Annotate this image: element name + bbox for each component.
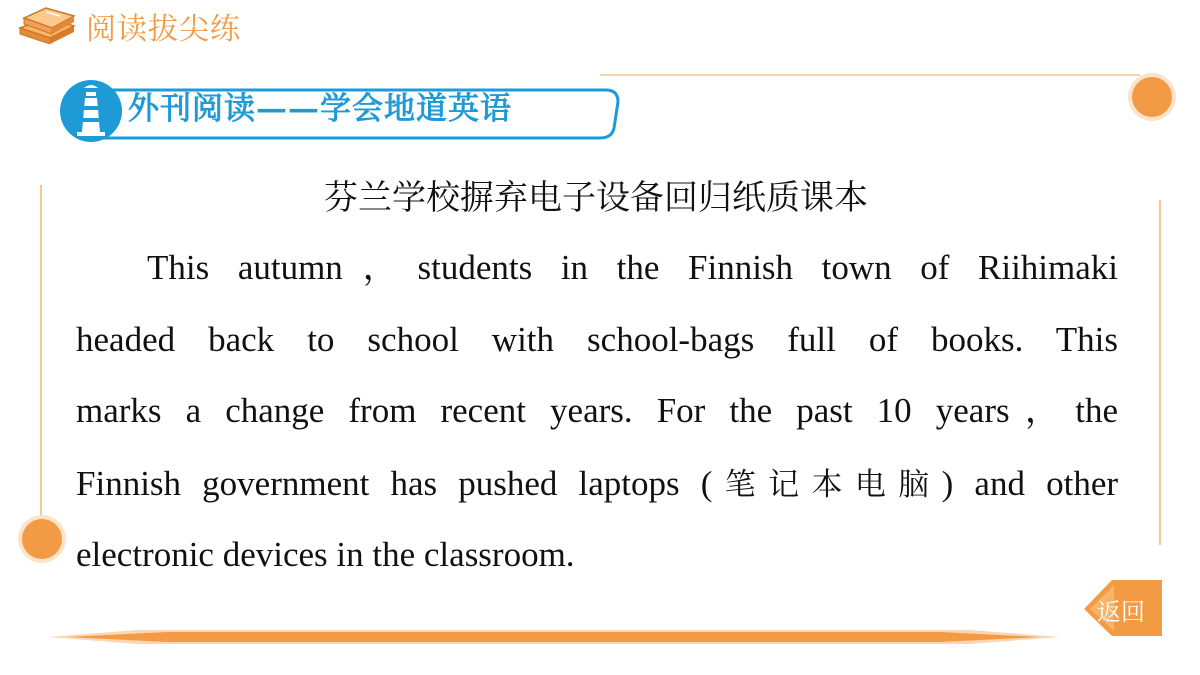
frame-line-left [40, 185, 42, 515]
page-header [16, 4, 241, 48]
book-stack-icon [16, 4, 78, 48]
back-button-label: 返回 [1097, 598, 1145, 626]
article-title: 芬兰学校摒弃电子设备回归纸质课本 [324, 178, 868, 218]
article-line-3: marks a change from recent years. For the past 10 years，the [76, 391, 1118, 430]
article-line-4-end: ) and other [941, 464, 1119, 503]
frame-line-top [600, 74, 1140, 76]
article-line-4 [76, 462, 1118, 507]
decorative-circle-left [22, 519, 62, 559]
frame-line-right [1159, 200, 1161, 545]
article-line-4-chinese: 笔记本电脑 [712, 467, 942, 503]
article-line-2: headed back to school with school-bags full of books. This [76, 320, 1118, 359]
bottom-decoration-bar [48, 628, 1060, 646]
article-line-1: This autumn，students in the Finnish town of Riihimaki [147, 248, 1118, 287]
article-line-4-start: Finnish government has pushed laptops ( [76, 464, 713, 503]
back-button[interactable] [1082, 578, 1164, 636]
section-banner-text: 外刊阅读——学会地道英语 [128, 91, 512, 127]
article-line-5: electronic devices in the classroom. [76, 535, 575, 574]
header-title: 阅读拔尖练 [86, 12, 241, 47]
lighthouse-icon [67, 82, 115, 144]
decorative-circle-top-right [1132, 77, 1172, 117]
